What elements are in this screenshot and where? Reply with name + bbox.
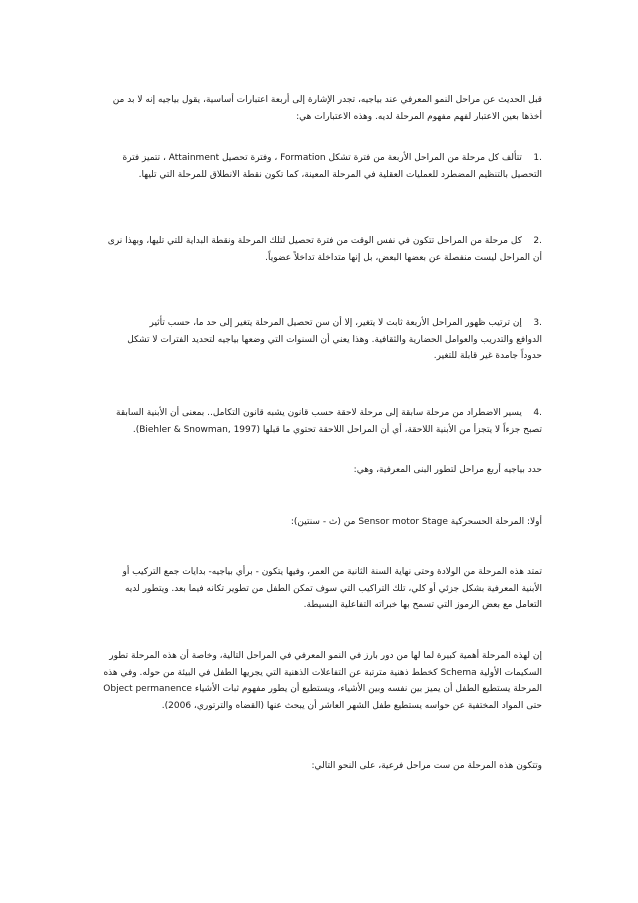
- intro-line-1: قبل الحديث عن مراحل النمو المعرفي عند بياجيه، تجدر الإشارة إلى أربعة اعتبارات أساسية، يقول بياجيه إنه لا بد من: [112, 95, 542, 105]
- importance-line-1: إن لهذه المرحلة أهمية كبيرة لما لها من دور بارز في النمو المعرفي في المراحل التالية، وخاصة أن هذه المرحلة تطور: [109, 651, 542, 661]
- point-4-line-1: [82, 405, 542, 422]
- point-4-line-2: [82, 422, 542, 439]
- importance-line-3a: المرحلة يستطيع الطفل أن يميز بين نفسه وبين الأشياء، ويستطيع أن يطور مفهوم ثبات الأشياء: [194, 684, 542, 694]
- closing-line: وتتكون هذه المرحلة من ست مراحل فرعية، على النحو التالي:: [311, 761, 542, 771]
- importance-line-2b: كخطط ذهنية مترتبة عن التفاعلات الذهنية التي يجريها الطفل في البيئة من حوله. وفي هذه: [103, 667, 438, 678]
- point-3-line-2: الدوافع والتدريب والعوامل الحضارية والثقافية. وهذا يعني أن السنوات التي وضعها بياجيه لتحديد الفترات لا تشكل: [127, 334, 542, 345]
- point-2: [82, 233, 542, 266]
- point-1-text: تتألف كل مرحلة من المراحل الأربعة من فترة تشكل Formation ، وفترة تحصيل Attainment ، تتميز فترة: [122, 153, 522, 163]
- stages-intro: [82, 462, 542, 479]
- stage-1-line-3: التعامل مع بعض الرموز التي تسمح بها خبراته التفاعلية البسيطة.: [303, 600, 542, 610]
- point-4-end: .: [132, 424, 136, 435]
- importance-line-2a: السكيمات الأولية: [479, 667, 542, 678]
- point-4: [82, 405, 542, 438]
- stage-1-line-1: تمتد هذه المرحلة من الولادة وحتى نهاية السنة الثانية من العمر، وفيها يتكون - برأي بياجيه- بدايات جمع التركيب أو: [122, 567, 542, 577]
- point-2-line-1: [82, 233, 542, 250]
- point-3-number: .3: [533, 318, 542, 328]
- importance-line-4: حتى المواد المختفية عن حواسه يستطيع طفل الشهر العاشر أن يبحث عنها (القضاه والترتوري، 2006).: [161, 700, 542, 711]
- citation: (Biehler & Snowman, 1997): [135, 424, 260, 435]
- schema-term: Schema: [440, 667, 477, 678]
- stage-1-heading: [82, 514, 542, 531]
- point-4-text: يسير الاضطراد من مرحلة سابقة إلى مرحلة لاحقة حسب قانون يشبه قانون التكامل.. بمعنى أن الأبنية السابقة: [116, 408, 522, 418]
- closing-paragraph: [82, 758, 542, 775]
- intro-line-2: أخذها بعين الاعتبار لفهم مفهوم المرحلة لديه. وهذه الاعتبارات هي:: [296, 111, 542, 122]
- point-3-line-3: حدوداً جامدة غير قابلة للتغير.: [433, 351, 542, 361]
- point-1-line-1: [82, 150, 542, 167]
- importance-paragraph: [82, 648, 542, 714]
- stage-1-line-2: الأبنية المعرفية بشكل جزئي أو كلي، تلك التراكيب التي سوف تمكن الطفل من تطوير تكانه فيما بعد. ويتطور لديه: [124, 583, 542, 594]
- stage-1-suffix: من (ث - سنتين):: [290, 517, 356, 527]
- stages-intro-line: حدد بياجيه أربع مراحل لتطور البنى المعرفية، وهي:: [353, 465, 542, 475]
- point-1-line-2: التحصيل بالتنظيم المضطرد للعمليات العقلية في المرحلة المعينة، كما تكون نقطة الانطلاق للمرحلة التي تليها.: [138, 169, 542, 180]
- point-2-text: كل مرحلة من المراحل تتكون في نفس الوقت من فترة تحصيل لتلك المرحلة ونقطة البداية للتي تليها، وبهذا نرى: [107, 236, 522, 246]
- point-1-number: .1: [533, 153, 542, 163]
- point-4-text-2: تصبح جزءاً لا يتجزأ من الأبنية اللاحقة، أي أن المراحل اللاحقة تحتوي ما قبلها: [262, 424, 542, 435]
- stage-1-heading-line: [82, 514, 542, 531]
- point-4-number: .4: [533, 408, 542, 418]
- point-1: [82, 150, 542, 183]
- point-3-line-1: [82, 315, 542, 332]
- stage-1-paragraph: [82, 564, 542, 614]
- importance-line-3: [82, 681, 542, 698]
- point-3: [82, 315, 542, 365]
- object-permanence-term: Object permanence: [103, 684, 192, 694]
- importance-line-2: [82, 665, 542, 682]
- point-2-line-2: أن المراحل ليست منفصلة عن بعضها البعض، بل إنها متداخلة تداخلاً عضوياً.: [265, 252, 542, 263]
- stage-1-english: Sensor motor Stage: [358, 517, 448, 527]
- point-3-text: إن ترتيب ظهور المراحل الأربعة ثابت لا يتغير، إلا أن سن تحصيل المرحلة يتغير إلى حد ما، حسب تأثير: [149, 318, 522, 328]
- intro-paragraph: [82, 92, 542, 125]
- stage-1-prefix: أولا: المرحلة الحسحركية: [450, 517, 542, 527]
- point-2-number: .2: [533, 236, 542, 246]
